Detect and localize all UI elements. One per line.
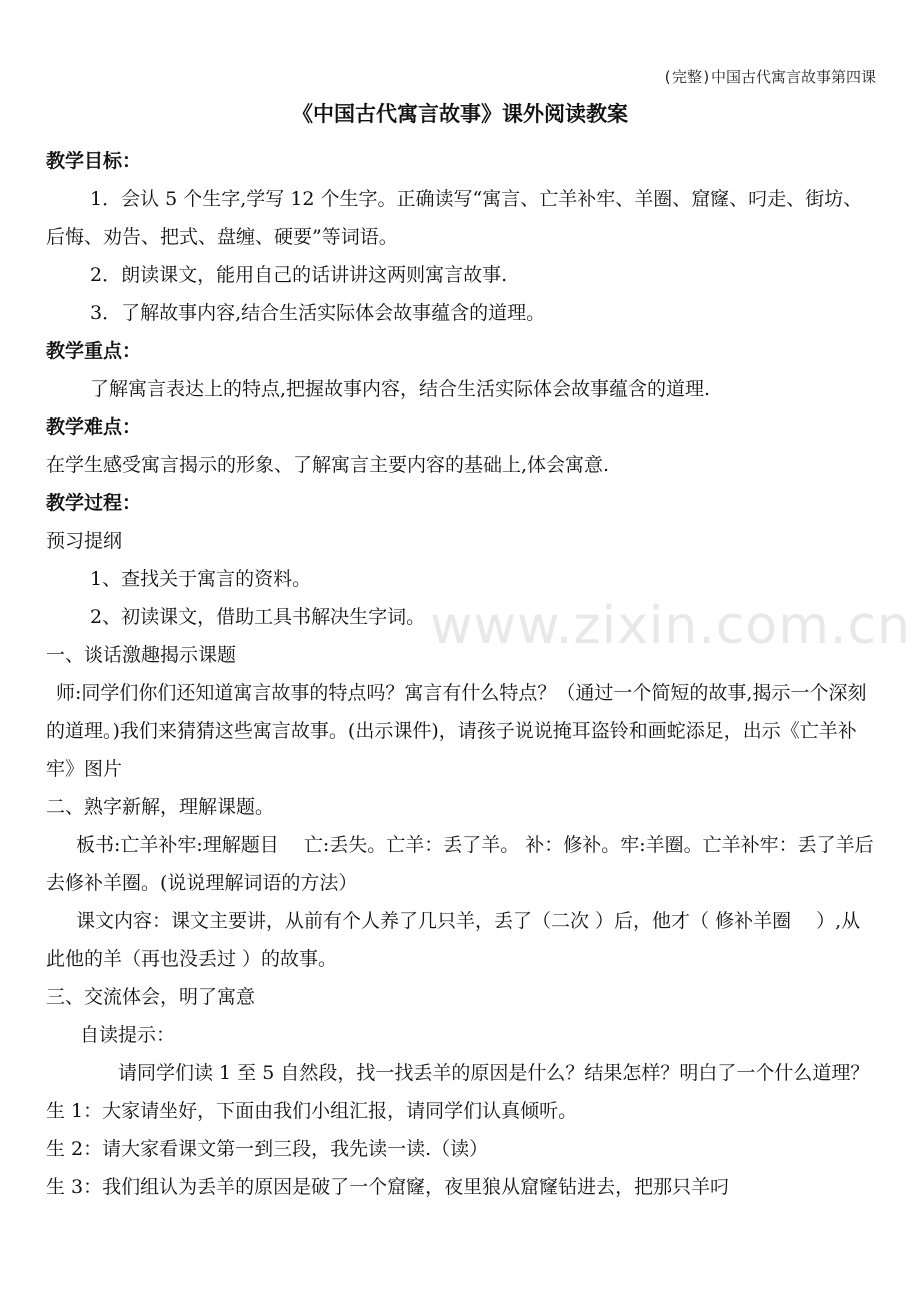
focus-text: 了解寓言表达上的特点,把握故事内容，结合生活实际体会故事蕴含的道理. <box>90 378 711 400</box>
preview-title: 预习提纲 <box>46 530 123 552</box>
goals-heading: 教学目标： <box>46 150 142 172</box>
self-read-label: 自读提示： <box>80 1024 176 1046</box>
student-line: 生 2：请大家看课文第一到三段，我先读一读.（读） <box>46 1138 489 1160</box>
section-heading: 一、谈话激趣揭示课题 <box>46 644 237 666</box>
focus-heading: 教学重点： <box>46 340 142 362</box>
goal-item: 1．会认 5 个生字,学写 12 个生字。正确读写“寓言、亡羊补牢、羊圈、窟窿、叼走、街坊、后悔、劝告、把式、盘缠、硬要”等词语。 <box>46 188 863 248</box>
goal-item: 3．了解故事内容,结合生活实际体会故事蕴含的道理。 <box>90 302 546 324</box>
watermark: www.zixin.com.cn <box>430 596 911 656</box>
student-line: 生 1：大家请坐好，下面由我们小组汇报，请同学们认真倾听。 <box>46 1100 578 1122</box>
student-line: 生 3：我们组认为丢羊的原因是破了一个窟窿，夜里狼从窟窿钻进去，把那只羊叼 <box>46 1176 730 1198</box>
document-body <box>46 142 878 1206</box>
section-heading: 二、熟字新解，理解课题。 <box>46 796 275 818</box>
section-text: 师:同学们你们还知道寓言故事的特点吗？寓言有什么特点？（通过一个简短的故事,揭示一个深刻的道理。)我们来猜猜这些寓言故事。(出示课件)，请孩子说说掩耳盗铃和画蛇添足，出示《亡羊补牢》图片 <box>46 682 867 780</box>
process-heading: 教学过程： <box>46 492 142 514</box>
page-title: 《中国古代寓言故事》课外阅读教案 <box>292 101 628 126</box>
self-read-text: 请同学们读 1 至 5 自然段，找一找丢羊的原因是什么？结果怎样？明白了一个什么道理？ <box>118 1062 870 1084</box>
section-heading: 三、交流体会，明了寓意 <box>46 986 256 1008</box>
preview-item: 2、初读课文，借助工具书解决生字词。 <box>90 606 426 628</box>
preview-item: 1、查找关于寓言的资料。 <box>90 568 312 590</box>
board-note: 板书:亡羊补牢:理解题目 亡:丢失。亡羊：丢了羊。 补：修补。牢:羊圈。亡羊补牢：丢了羊后去修补羊圈。(说说理解词语的方法） <box>46 834 874 894</box>
running-header: (完整)中国古代寓言故事第四课 <box>662 68 876 86</box>
difficulty-heading: 教学难点： <box>46 416 142 438</box>
lesson-content: 课文内容：课文主要讲，从前有个人养了几只羊，丢了（二次 ）后，他才（ 修补羊圈 ）,从此他的羊（再也没丢过 ）的故事。 <box>46 910 861 970</box>
goal-item: 2．朗读课文，能用自己的话讲讲这两则寓言故事. <box>90 264 508 286</box>
difficulty-text: 在学生感受寓言揭示的形象、了解寓言主要内容的基础上,体会寓意. <box>46 454 610 476</box>
